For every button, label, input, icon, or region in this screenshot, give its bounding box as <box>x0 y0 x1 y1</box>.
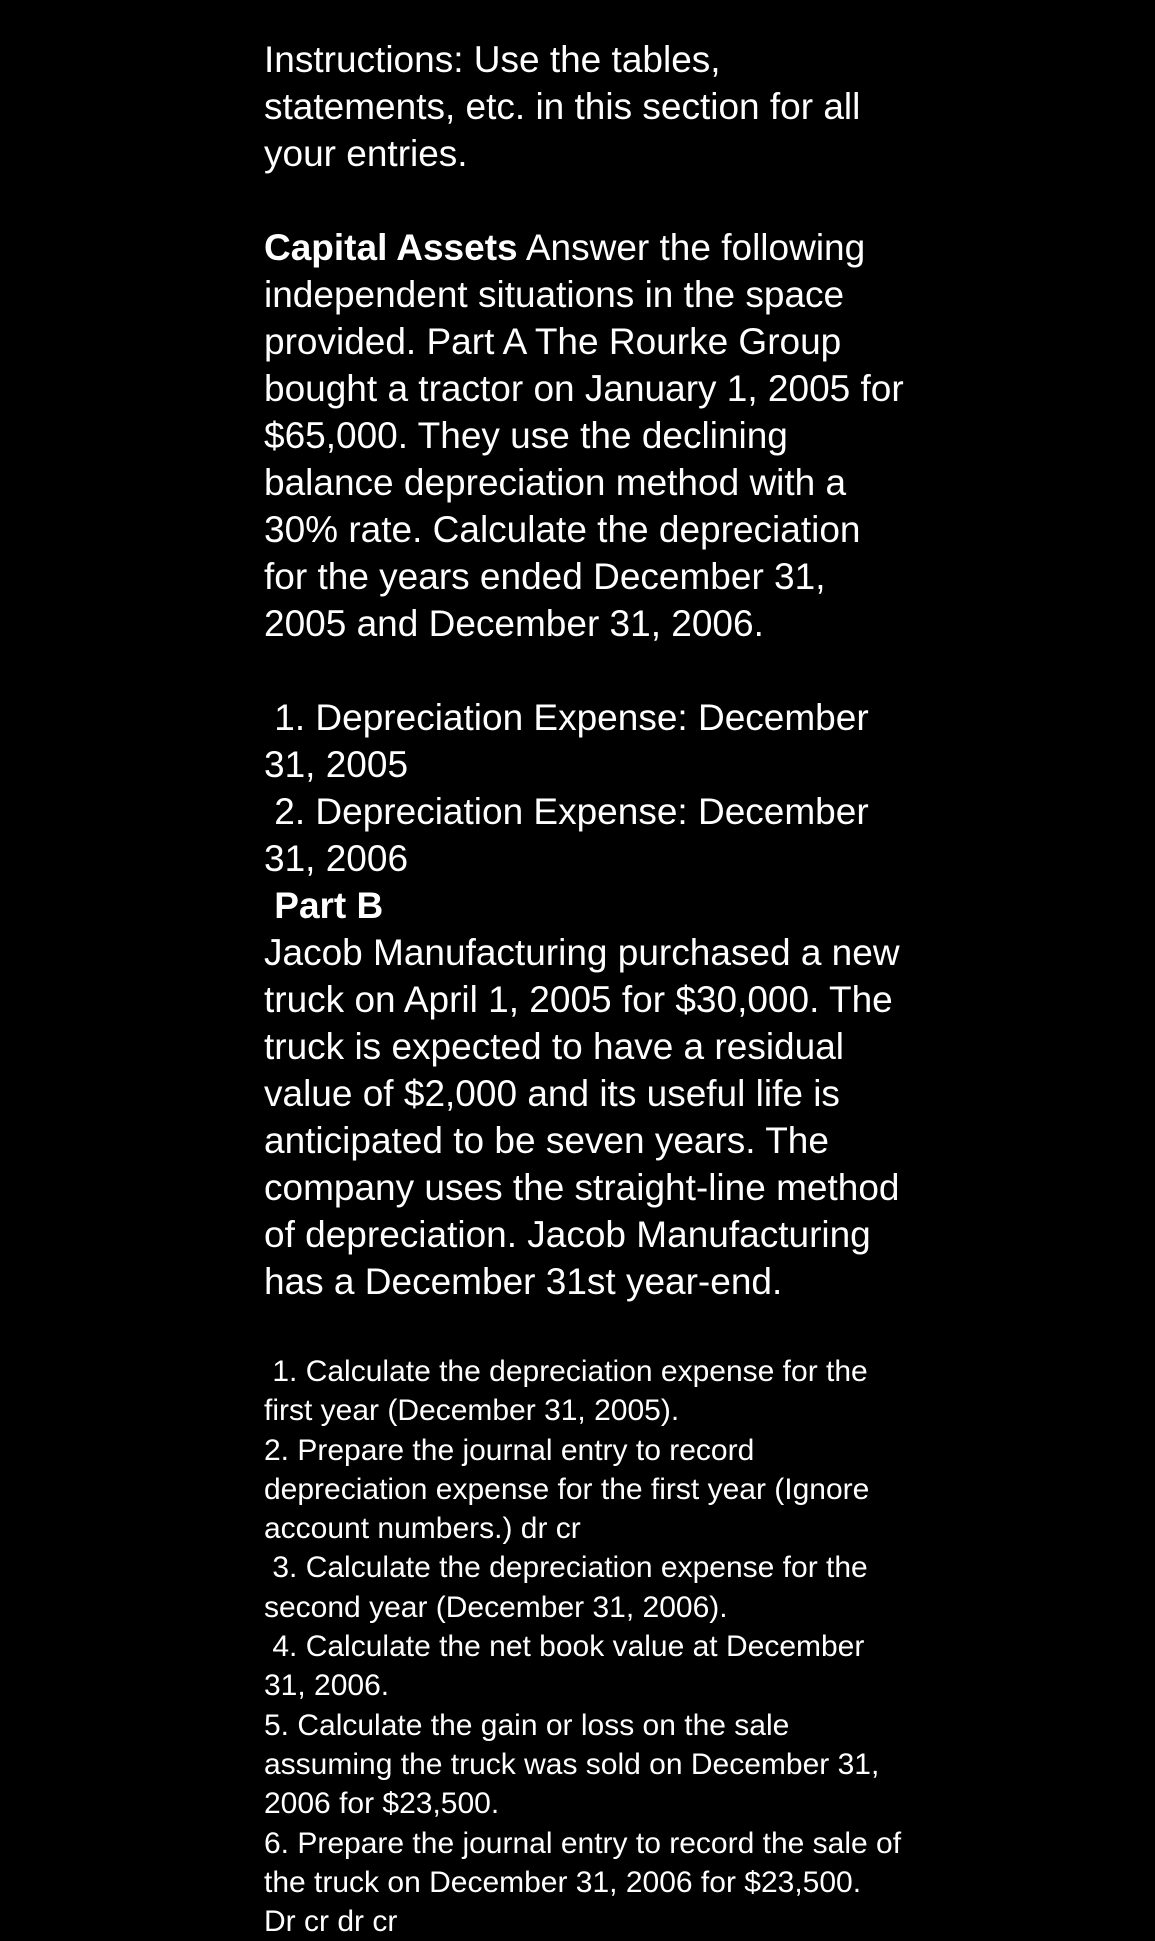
part-b-item: 4. Calculate the net book value at December 31, 2006. <box>264 1630 873 1703</box>
part-b-item: 1. Calculate the depreciation expense for the first year (December 31, 2005). <box>264 1355 877 1428</box>
capital-assets-text: Answer the following independent situations in the space provided. Part A The Rourke Group bought a tractor on January 1, 2005 for $65,000. They use the declining balance depreciation method with a 30% rate. Calculate the depreciation for the years ended December 31, 2005 and December 31, 2006. <box>264 227 904 644</box>
document-body <box>264 36 910 1941</box>
spacer <box>264 177 904 224</box>
capital-assets-paragraph <box>264 224 904 647</box>
part-b-item: 2. Prepare the journal entry to record depreciation expense for the first year (Ignore account numbers.) dr cr <box>264 1433 878 1546</box>
part-b-text: Jacob Manufacturing purchased a new truck on April 1, 2005 for $30,000. The truck is expected to have a residual value of $2,000 and its useful life is anticipated to be seven years. The company uses the straight-line method of depreciation. Jacob Manufacturing has a December 31st year-end. <box>264 932 900 1302</box>
spacer <box>264 1305 904 1352</box>
part-b-item: 5. Calculate the gain or loss on the sale assuming the truck was sold on December 31, 2006 for $23,500. <box>264 1708 888 1821</box>
part-b-heading: Part B <box>264 885 384 926</box>
capital-assets-heading: Capital Assets <box>264 227 518 268</box>
part-a-item: 1. Depreciation Expense: December 31, 2005 <box>264 697 879 785</box>
part-b-item: 6. Prepare the journal entry to record the sale of the truck on December 31, 2006 for $23,500. Dr cr dr cr <box>264 1826 910 1939</box>
spacer <box>264 647 904 694</box>
instructions-text: Instructions: Use the tables, statements, etc. in this section for all your entries. <box>264 39 861 174</box>
part-b-item: 3. Calculate the depreciation expense for the second year (December 31, 2006). <box>264 1551 877 1624</box>
part-a-item: 2. Depreciation Expense: December 31, 2006 <box>264 791 879 879</box>
